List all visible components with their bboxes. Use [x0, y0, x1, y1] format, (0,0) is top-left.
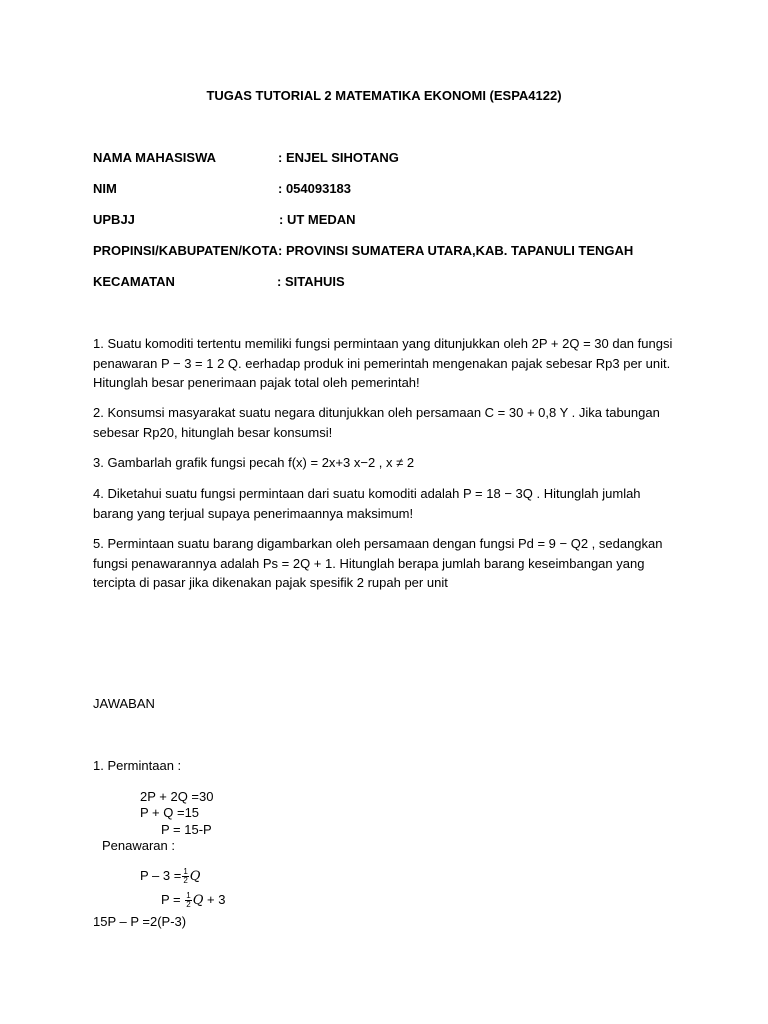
fraction-half [182, 868, 188, 885]
variable-q: Q [192, 893, 204, 908]
penawaran-step-2-suffix: + 3 [207, 892, 226, 907]
question-2: 2. Konsumsi masyarakat suatu negara ditunjukkan oleh persamaan C = 30 + 0,8 Y . Jika tabungan sebesar Rp20, hitunglah besar konsumsi! [93, 405, 660, 440]
info-label-nim: NIM [93, 181, 117, 196]
answer-last-line: 15P – P =2(P-3) [93, 914, 187, 929]
fraction-numerator: 1 [183, 867, 188, 877]
info-label-upbjj: UPBJJ [93, 212, 135, 227]
question-3: 3. Gambarlah grafik fungsi pecah f(x) = 2x+3 x−2 , x ≠ 2 [93, 455, 415, 470]
info-label-propinsi: PROPINSI/KABUPATEN/KOTA [93, 243, 278, 258]
variable-q: Q [189, 869, 201, 884]
info-label-nama: NAMA MAHASISWA [93, 150, 217, 165]
penawaran-step-1 [140, 868, 200, 885]
question-5: 5. Permintaan suatu barang digambarkan oleh persamaan dengan fungsi Pd = 9 − Q2 , sedangkan fungsi penawarannya adalah Ps = 2Q + 1. Hitunglah berapa jumlah barang keseimbangan yang tercipta di pasar jika dikenakan pajak spesifik 2 rupah per unit [93, 536, 663, 590]
permintaan-label: 1. Permintaan : [93, 758, 182, 773]
info-value-nama: : ENJEL SIHOTANG [278, 150, 399, 165]
penawaran-label: Penawaran : [102, 838, 175, 853]
info-value-upbjj: : UT MEDAN [279, 212, 356, 227]
penawaran-step-2 [161, 892, 225, 909]
fraction-denominator: 2 [183, 876, 188, 886]
document-title: TUGAS TUTORIAL 2 MATEMATIKA EKONOMI (ESPA4122) [206, 88, 562, 103]
info-label-kecamatan: KECAMATAN [93, 274, 175, 289]
info-value-nim: : 054093183 [278, 181, 352, 196]
fraction-numerator: 1 [186, 891, 191, 901]
penawaran-step-2-prefix: P = [161, 892, 181, 907]
fraction-denominator: 2 [186, 900, 191, 910]
permintaan-step-2: P + Q =15 [140, 805, 200, 820]
permintaan-step-3: P = 15-P [161, 822, 212, 837]
penawaran-step-1-prefix: P – 3 = [140, 868, 182, 883]
question-1: 1. Suatu komoditi tertentu memiliki fungsi permintaan yang ditunjukkan oleh 2P + 2Q = 30 dan fungsi penawaran P − 3 = 1 2 Q. eerhadap produk ini pemerintah mengenakan pajak sebesar Rp3 per unit. Hitunglah besar penerimaan pajak total oleh pemerintah! [93, 336, 673, 390]
question-4: 4. Diketahui suatu fungsi permintaan dari suatu komoditi adalah P = 18 − 3Q . Hitunglah jumlah barang yang terjual supaya penerimaannya maksimum! [93, 486, 641, 521]
fraction-half [185, 892, 191, 909]
permintaan-step-1: 2P + 2Q =30 [140, 789, 214, 804]
info-value-kecamatan: : SITAHUIS [277, 274, 345, 289]
info-value-propinsi: : PROVINSI SUMATERA UTARA,KAB. TAPANULI TENGAH [278, 243, 634, 258]
answer-heading: JAWABAN [93, 696, 155, 711]
